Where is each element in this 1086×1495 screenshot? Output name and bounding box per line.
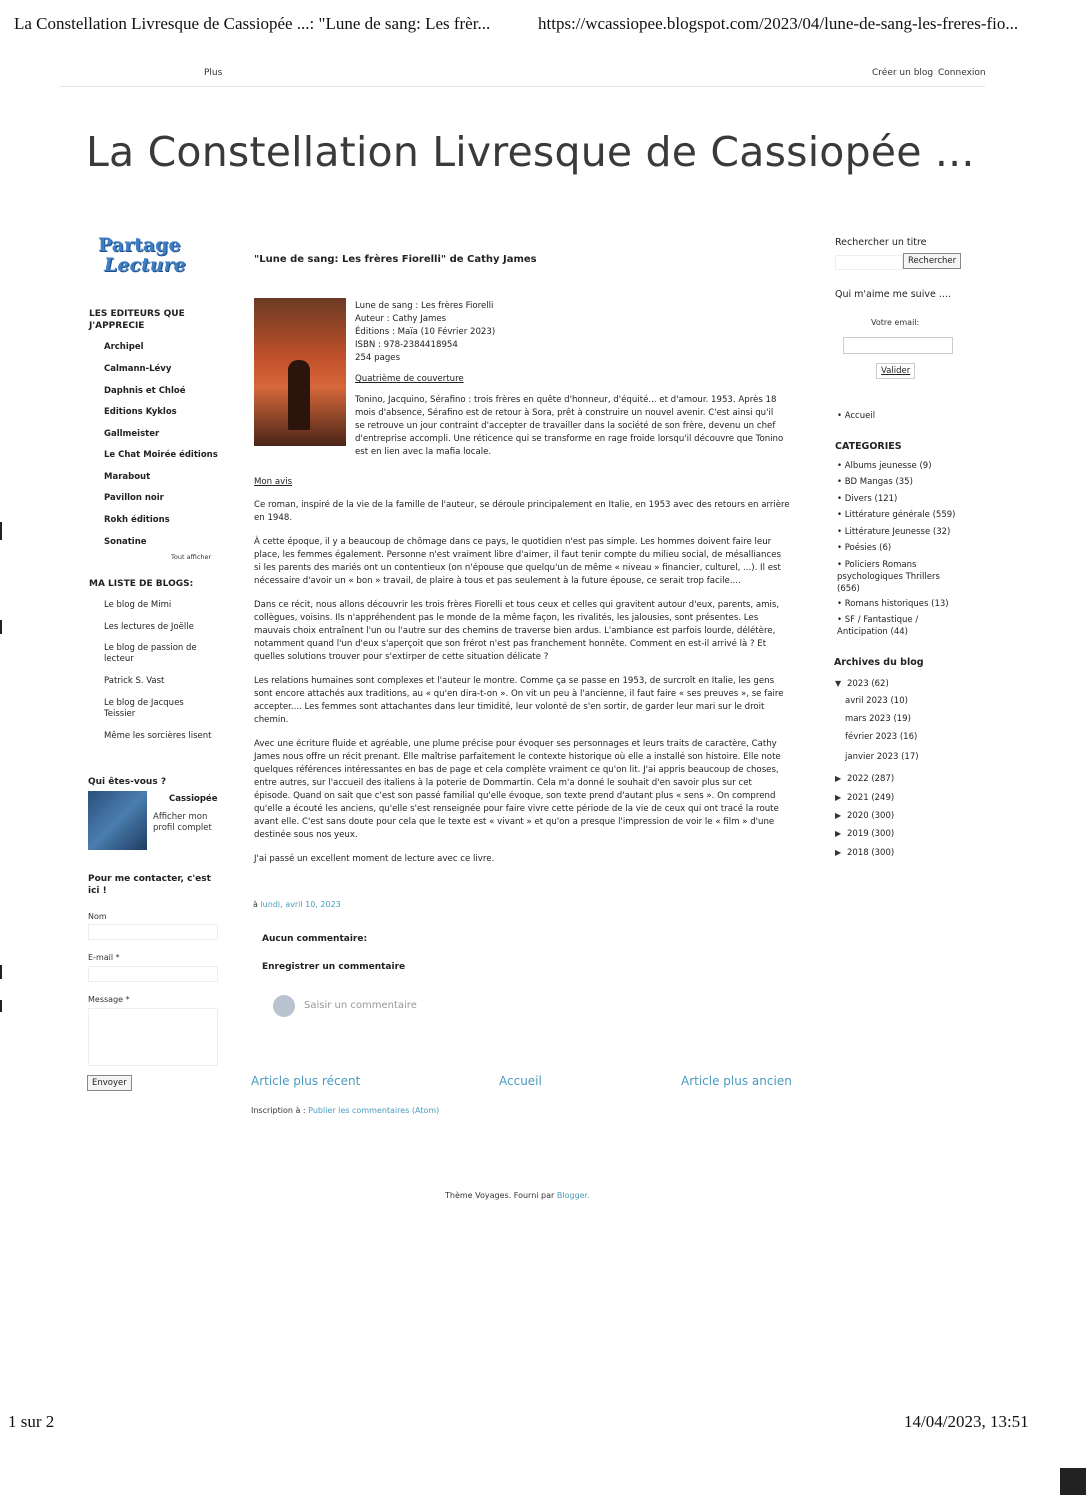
print-timestamp: 14/04/2023, 13:51 [904, 1412, 1029, 1431]
post-title[interactable]: "Lune de sang: Les frères Fiorelli" de Cathy James [254, 254, 537, 265]
publisher-link[interactable]: Editions Kyklos [104, 407, 177, 417]
search-button[interactable]: Rechercher [903, 253, 961, 269]
category-label: Policiers Romans psychologiques Thrillers (656) [837, 560, 940, 594]
follow-email-input[interactable] [843, 337, 953, 354]
archive-year-link[interactable] [835, 792, 894, 804]
scan-corner [1060, 1468, 1086, 1495]
cover-heading: Quatrième de couverture [355, 374, 464, 384]
print-header-title: La Constellation Livresque de Cassiopée ...: "Lune de sang: Les frèr... [14, 14, 491, 33]
bullet-icon: • [837, 411, 843, 421]
archive-year-link[interactable] [835, 847, 894, 859]
atom-feed-link[interactable]: Publier les commentaires (Atom) [308, 1106, 440, 1115]
subscription-label: Inscription à : [251, 1106, 306, 1115]
archive-month-link[interactable]: février 2023 (16) [845, 732, 918, 742]
archive-year-label: 2023 (62) [847, 679, 889, 689]
search-heading: Rechercher un titre [835, 237, 927, 248]
blogs-heading: MA LISTE DE BLOGS: [89, 579, 194, 589]
scan-mark [0, 620, 2, 634]
category-link[interactable] [837, 598, 949, 610]
book-pages: 254 pages [355, 353, 401, 363]
blog-list-link[interactable]: Même les sorcières lisent [104, 731, 212, 741]
publisher-link[interactable]: Archipel [104, 342, 144, 352]
publisher-link[interactable]: Pavillon noir [104, 493, 164, 503]
subscription-line [251, 1106, 439, 1115]
blog-list-link[interactable]: Le blog de Jacques Teissier [104, 698, 184, 719]
book-info [355, 300, 785, 459]
publisher-link[interactable]: Sonatine [104, 537, 147, 547]
logo-line-2: Lecture [104, 254, 186, 276]
category-link[interactable] [837, 460, 932, 472]
triangle-right-icon: ▶ [835, 848, 842, 857]
scan-mark [0, 965, 2, 979]
scan-mark [0, 1000, 2, 1012]
archive-month-link[interactable]: mars 2023 (19) [845, 714, 911, 724]
navbar-more-link[interactable]: Plus [204, 68, 223, 78]
blog-title[interactable]: La Constellation Livresque de Cassiopée ... [86, 128, 975, 176]
publisher-link[interactable]: Calmann-Lévy [104, 364, 172, 374]
blog-list-link[interactable]: Le blog de Mimi [104, 600, 172, 610]
book-cover-image[interactable] [254, 298, 346, 446]
post-date-line [253, 900, 341, 909]
triangle-right-icon: ▶ [835, 793, 842, 802]
publisher-link[interactable]: Le Chat Moirée éditions [104, 450, 218, 460]
show-all-link[interactable]: Tout afficher [171, 553, 212, 561]
home-sidebar-label: Accueil [844, 411, 876, 421]
category-label: BD Mangas (35) [844, 477, 913, 487]
blogger-navbar [60, 60, 985, 87]
book-blurb: Tonino, Jacquino, Sérafino : trois frères en quête d'honneur, d'équité... et d'amour. 1953. Après 18 mois d'absence, Sérafino est de retour à Sora, prêt à construire un nouvel avenir. C'est ainsi qu'il se retrouve un jour contraint d'accepter de travailler dans la société de son frère, devenu un chef d'entreprise accompli. Une réticence qui se transforme en rage froide lorsqu'il découvre que Tonino est en lien avec la mafia locale. [355, 395, 784, 457]
post-paragraph: À cette époque, il y a beaucoup de chômage dans ce pays, le quotidien n'est pas simple. Les hommes doivent faire leur place, les femmes également. Personne n'est vraiment libre d'aimer, il faut tenir compte du milieu social, de mésalliances si les parents des mariés ont un contentieux (on n'épouse que quelqu'un de même « niveau » financier, culturel, ...). Il est nécessaire d'avoir un « bon » travail, de plaire à tous et pas seulement à la future épouse, ce serait trop facile.... [254, 537, 781, 586]
book-title: Lune de sang : Les frères Fiorelli [355, 301, 494, 311]
category-label: SF / Fantastique / Anticipation (44) [837, 615, 919, 637]
bullet-icon: • [837, 543, 843, 553]
archive-year-2023[interactable] [835, 678, 889, 690]
no-comments-heading: Aucun commentaire: [262, 934, 368, 944]
archive-year-label: 2022 (287) [847, 774, 895, 784]
archive-month-link[interactable]: avril 2023 (10) [845, 696, 908, 706]
search-input[interactable] [835, 255, 903, 270]
post-paragraph: Les relations humaines sont complexes et l'auteur le montre. Comme ça se passe en 1953, de surcroît en Italie, les gens sont encore attachés aux traditions, au « qu'en dira-t-on ». On vit un peu à l'ancienne, il faut faire « ses preuves », se faire accepter.... Les femmes sont attachantes dans leur timidité, leur volonté de s'en sortir, de garder leur mari sur le droit chemin. [254, 676, 784, 725]
category-label: Divers (121) [844, 494, 898, 504]
cover-silhouette [288, 360, 310, 430]
message-label: Message * [88, 995, 130, 1004]
category-link[interactable] [837, 542, 891, 554]
contact-heading: Pour me contacter, c'est ici ! [88, 874, 211, 896]
categories-heading: CATEGORIES [835, 441, 902, 452]
post-paragraph: Ce roman, inspiré de la vie de la famille de l'auteur, se déroule principalement en Italie, en 1953 avec des retours en arrière en 1948. [254, 500, 790, 523]
archive-year-label: 2021 (249) [847, 793, 895, 803]
add-comment-heading: Enregistrer un commentaire [262, 962, 406, 972]
logo-line-1: Partage [98, 234, 181, 256]
triangle-right-icon: ▶ [835, 774, 842, 783]
triangle-right-icon: ▶ [835, 811, 842, 820]
blog-list-link[interactable]: Les lectures de Joëlle [104, 622, 194, 632]
category-label: Romans historiques (13) [844, 599, 949, 609]
opinion-heading: Mon avis [254, 477, 293, 487]
validate-button[interactable]: Valider [876, 363, 915, 379]
about-heading: Qui êtes-vous ? [88, 777, 167, 787]
category-label: Littérature générale (559) [844, 510, 956, 520]
comment-input[interactable]: Saisir un commentaire [304, 1000, 417, 1011]
post-date-link[interactable]: lundi, avril 10, 2023 [260, 900, 341, 909]
archive-year-label: 2018 (300) [847, 848, 895, 858]
archive-year-link[interactable] [835, 773, 894, 785]
category-link[interactable] [837, 526, 950, 538]
bullet-icon: • [837, 560, 843, 570]
book-author: Auteur : Cathy James [355, 314, 447, 324]
message-textarea[interactable] [88, 1008, 218, 1066]
follow-heading: Qui m'aime me suive .... [835, 289, 951, 300]
email-input[interactable] [88, 966, 218, 982]
category-link[interactable] [837, 614, 937, 638]
publisher-link[interactable]: Marabout [104, 472, 151, 482]
send-button[interactable]: Envoyer [87, 1075, 132, 1091]
home-sidebar-link[interactable] [837, 410, 875, 422]
category-link[interactable] [837, 476, 913, 488]
name-label: Nom [88, 912, 107, 921]
category-link[interactable] [837, 493, 897, 505]
partage-lecture-logo[interactable] [92, 234, 204, 280]
publisher-link[interactable]: Rokh éditions [104, 515, 170, 525]
triangle-down-icon: ▼ [835, 679, 842, 688]
name-input[interactable] [88, 924, 218, 940]
follow-email-label: Votre email: [871, 318, 920, 327]
print-header-url: https://wcassiopee.blogspot.com/2023/04/lune-de-sang-les-freres-fio... [538, 14, 1019, 33]
bullet-icon: • [837, 599, 843, 609]
home-link[interactable]: Accueil [499, 1074, 542, 1088]
theme-text: Thème Voyages. Fourni par [445, 1191, 555, 1200]
older-post-link[interactable]: Article plus ancien [681, 1074, 792, 1088]
archive-year-link[interactable] [835, 828, 894, 840]
category-label: Poésies (6) [844, 543, 892, 553]
archive-year-label: 2019 (300) [847, 829, 895, 839]
scan-mark [0, 522, 2, 540]
blog-list-link[interactable]: Le blog de passion de lecteur [104, 643, 197, 664]
blog-list-link[interactable]: Patrick S. Vast [104, 676, 165, 686]
archive-month-link[interactable]: janvier 2023 (17) [845, 752, 919, 762]
user-avatar-icon [273, 995, 295, 1017]
archive-year-link[interactable] [835, 810, 894, 822]
date-prefix: à [253, 900, 258, 909]
publisher-link[interactable]: Daphnis et Chloé [104, 386, 186, 396]
email-label: E-mail * [88, 953, 120, 962]
post-paragraph: Dans ce récit, nous allons découvrir les trois frères Fiorelli et tous ceux et celles qui gravitent autour d'eux, parents, amis, collègues, voisins. Ils n'appréhendent pas le monde de la même façon, les rivalités, les jalousies, sont présentes. Les mauvais choix entraînent l'un ou l'autre sur des chemins de traverse bien ardus. L'ambiance est parfois lourde, délétère, notamment quand l'un d'eux s'aperçoit que son frérot n'est pas franchement honnête. Comment en est-il arrivé là ? Et quelles solutions trouver pour s'extirper de cette situation délicate ? [254, 600, 780, 662]
navbar-login-link[interactable]: Connexion [938, 68, 986, 78]
category-link[interactable] [837, 509, 955, 521]
publisher-link[interactable]: Gallmeister [104, 429, 160, 439]
newer-post-link[interactable]: Article plus récent [251, 1074, 361, 1088]
blogger-link[interactable]: Blogger. [556, 1191, 590, 1200]
category-label: Albums jeunesse (9) [844, 461, 932, 471]
category-label: Littérature Jeunesse (32) [844, 527, 951, 537]
publishers-heading: LES EDITEURS QUE J'APPRECIE [89, 309, 185, 331]
triangle-right-icon: ▶ [835, 829, 842, 838]
theme-footer [445, 1191, 590, 1200]
category-link[interactable] [837, 559, 949, 595]
bullet-icon: • [837, 615, 843, 625]
bullet-icon: • [837, 477, 843, 487]
book-publisher: Éditions : Maïa (10 Février 2023) [355, 327, 496, 337]
profile-name-link[interactable]: Cassiopée [169, 794, 218, 804]
profile-link[interactable]: Afficher mon profil complet [153, 812, 212, 833]
bullet-icon: • [837, 510, 843, 520]
profile-avatar[interactable] [88, 791, 147, 850]
post-paragraph: Avec une écriture fluide et agréable, une plume précise pour évoquer ses personnages et leurs traits de caractère, Cathy James nous offre un récit prenant. Elle maîtrise parfaitement le contexte historique où elle a installé son histoire. Elle note quelques références intéressantes en bas de page et cela complète vraiment ce qu'on lit. J'ai appris beaucoup de choses, entre autres, sur l'accueil des italiens à la poterie de Dommartin. Cela m'a donné le souhait d'en savoir plus sur cet épisode. Quand on sait que c'est son passé familial qu'elle évoque, son texte prend d'autant plus « sens ». On comprend qu'elle a écouté les anciens, qu'elle s'est renseignée pour faire vivre cette période de la vie de ceux qui ont tracé la route avant elle. C'est sans doute pour cela que le texte est « vivant » et qu'on a presque l'impression de voir le « film » d'une destinée sous nos yeux. [254, 739, 781, 840]
archive-heading: Archives du blog [834, 657, 924, 668]
bullet-icon: • [837, 461, 843, 471]
post-paragraph: J'ai passé un excellent moment de lecture avec ce livre. [254, 854, 495, 864]
archive-year-label: 2020 (300) [847, 811, 895, 821]
bullet-icon: • [837, 527, 843, 537]
print-page-count: 1 sur 2 [8, 1412, 55, 1431]
book-isbn: ISBN : 978-2384418954 [355, 340, 458, 350]
bullet-icon: • [837, 494, 843, 504]
navbar-create-blog-link[interactable]: Créer un blog [872, 68, 934, 78]
